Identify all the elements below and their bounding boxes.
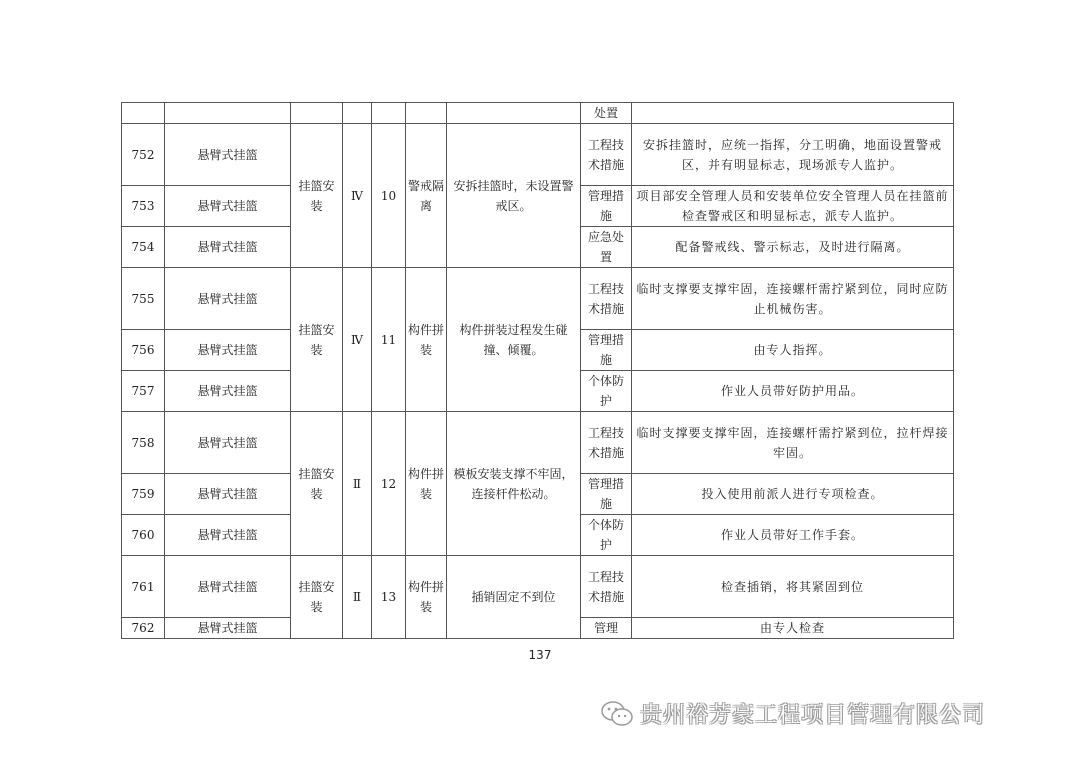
measure-cell: 投入使用前派人进行专项检查。 — [632, 474, 954, 515]
measure-cell: 配备警戒线、警示标志，及时进行隔离。 — [632, 227, 954, 268]
empty-cell — [291, 103, 343, 124]
row-id-cell: 757 — [122, 371, 165, 412]
part-cell: 挂篮安装 — [291, 556, 343, 639]
row-id-cell: 752 — [122, 124, 165, 186]
row-id-cell: 759 — [122, 474, 165, 515]
item-name-cell: 悬臂式挂篮 — [165, 412, 291, 474]
part-cell: 挂篮安装 — [291, 412, 343, 556]
risk-description-cell: 安拆挂篮时，未设置警戒区。 — [447, 124, 581, 268]
measure-cell — [632, 103, 954, 124]
item-name-cell: 悬臂式挂篮 — [165, 556, 291, 618]
item-name-cell: 悬臂式挂篮 — [165, 227, 291, 268]
measure-type-cell: 处置 — [581, 103, 632, 124]
risk-no-cell: 11 — [372, 268, 406, 412]
category-cell: 构件拼装 — [406, 556, 447, 639]
table-row — [122, 124, 954, 186]
watermark — [600, 698, 985, 729]
measure-cell: 作业人员带好防护用品。 — [632, 371, 954, 412]
risk-description-cell: 模板安装支撑不牢固，连接杆件松动。 — [447, 412, 581, 556]
empty-cell — [406, 103, 447, 124]
measure-cell: 安拆挂篮时，应统一指挥，分工明确，地面设置警戒区，并有明显标志，现场派专人监护。 — [632, 124, 954, 186]
watermark-text: 贵州裕芳豪工程项目管理有限公司 — [640, 703, 986, 728]
empty-cell — [447, 103, 581, 124]
empty-cell — [372, 103, 406, 124]
risk-description-cell: 构件拼装过程发生碰撞、倾覆。 — [447, 268, 581, 412]
measure-cell: 项目部安全管理人员和安装单位安全管理人员在挂篮前检查警戒区和明显标志，派专人监护。 — [632, 186, 954, 227]
row-id-cell: 760 — [122, 515, 165, 556]
risk-no-cell: 13 — [372, 556, 406, 639]
measure-type-cell: 工程技术措施 — [581, 556, 632, 618]
measure-cell: 临时支撑要支撑牢固，连接螺杆需拧紧到位，拉杆焊接牢固。 — [632, 412, 954, 474]
level-cell: Ⅱ — [343, 412, 372, 556]
row-id-cell: 761 — [122, 556, 165, 618]
row-id-cell: 754 — [122, 227, 165, 268]
level-cell: Ⅳ — [343, 268, 372, 412]
measure-cell: 由专人指挥。 — [632, 330, 954, 371]
part-cell: 挂篮安装 — [291, 268, 343, 412]
wechat-icon — [600, 700, 634, 728]
measure-type-cell: 管理措施 — [581, 186, 632, 227]
measure-cell: 检查插销，将其紧固到位 — [632, 556, 954, 618]
table-row — [122, 103, 954, 124]
measure-type-cell: 个体防护 — [581, 371, 632, 412]
empty-cell — [343, 103, 372, 124]
item-name-cell: 悬臂式挂篮 — [165, 268, 291, 330]
measure-type-cell: 管理措施 — [581, 474, 632, 515]
row-id-cell: 756 — [122, 330, 165, 371]
measure-cell: 由专人检查 — [632, 618, 954, 639]
row-id-cell: 753 — [122, 186, 165, 227]
risk-description-cell: 插销固定不到位 — [447, 556, 581, 639]
measure-type-cell: 个体防护 — [581, 515, 632, 556]
empty-cell — [122, 103, 165, 124]
row-id-cell: 758 — [122, 412, 165, 474]
row-id-cell: 762 — [122, 618, 165, 639]
item-name-cell: 悬臂式挂篮 — [165, 371, 291, 412]
item-name-cell: 悬臂式挂篮 — [165, 186, 291, 227]
measure-cell: 作业人员带好工作手套。 — [632, 515, 954, 556]
item-name-cell: 悬臂式挂篮 — [165, 330, 291, 371]
table-row — [122, 412, 954, 474]
category-cell: 构件拼装 — [406, 412, 447, 556]
measure-type-cell: 管理 — [581, 618, 632, 639]
item-name-cell: 悬臂式挂篮 — [165, 515, 291, 556]
table-row — [122, 268, 954, 330]
level-cell: Ⅳ — [343, 124, 372, 268]
measure-type-cell: 应急处置 — [581, 227, 632, 268]
row-id-cell: 755 — [122, 268, 165, 330]
empty-cell — [165, 103, 291, 124]
measure-type-cell: 管理措施 — [581, 330, 632, 371]
item-name-cell: 悬臂式挂篮 — [165, 618, 291, 639]
measure-type-cell: 工程技术措施 — [581, 412, 632, 474]
item-name-cell: 悬臂式挂篮 — [165, 124, 291, 186]
item-name-cell: 悬臂式挂篮 — [165, 474, 291, 515]
level-cell: Ⅱ — [343, 556, 372, 639]
table-row — [122, 556, 954, 618]
risk-no-cell: 12 — [372, 412, 406, 556]
risk-control-table — [121, 102, 954, 639]
part-cell: 挂篮安装 — [291, 124, 343, 268]
measure-type-cell: 工程技术措施 — [581, 124, 632, 186]
category-cell: 警戒隔离 — [406, 124, 447, 268]
measure-type-cell: 工程技术措施 — [581, 268, 632, 330]
measure-cell: 临时支撑要支撑牢固，连接螺杆需拧紧到位，同时应防止机械伤害。 — [632, 268, 954, 330]
risk-no-cell: 10 — [372, 124, 406, 268]
page-number: 137 — [528, 648, 552, 662]
category-cell: 构件拼装 — [406, 268, 447, 412]
